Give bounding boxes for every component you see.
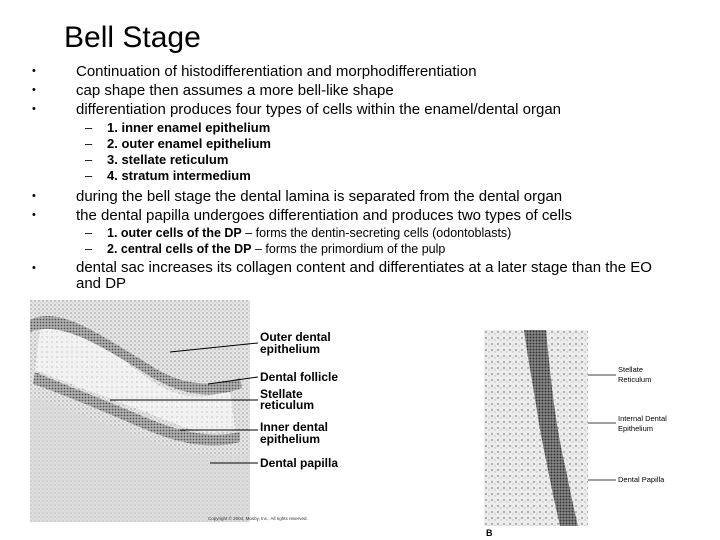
sub-item — [85, 168, 251, 184]
micrograph-figure-b — [484, 330, 684, 538]
sub-item — [85, 136, 271, 152]
bullet-item — [32, 100, 562, 119]
bullet-item — [32, 187, 563, 206]
label-outer-dental-epithelium: Outer dental — [260, 330, 331, 344]
dp-cell-desc: – forms the primordium of the pulp — [251, 242, 446, 256]
label-dental-papilla: Dental papilla — [260, 456, 339, 470]
bullet-text: the dental papilla undergoes differentiation and produces two types of cells — [76, 207, 572, 224]
cell-type-label: 1. inner enamel epithelium — [107, 120, 271, 135]
bullet-mark: • — [32, 65, 36, 77]
bell-stage-histology-figure — [30, 300, 370, 528]
sub-item — [85, 152, 229, 168]
bullet-text: Continuation of histodifferentiation and morphodifferentiation — [76, 63, 477, 80]
bullet-item — [32, 259, 676, 292]
dash-mark: – — [85, 152, 93, 167]
label-internal-dental-epithelium-2: Epithelium — [618, 424, 654, 433]
bullet-text: dental sac increases its collagen content and differentiates at a later stage than the EO and DP — [76, 259, 652, 292]
dash-mark: – — [85, 226, 92, 240]
sub-item — [85, 225, 512, 241]
label-inner-dental-epithelium: Inner dental — [260, 420, 329, 434]
bullet-text: during the bell stage the dental lamina is separated from the dental organ — [76, 188, 563, 205]
cell-type-label: 2. outer enamel epithelium — [107, 136, 271, 151]
dash-mark: – — [85, 136, 93, 151]
bullet-item — [32, 206, 572, 225]
bullet-mark: • — [32, 262, 36, 274]
label-outer-dental-epithelium-2: epithelium — [260, 342, 321, 356]
label-stellate-reticulum-b: Stellate — [618, 365, 644, 374]
dash-mark: – — [85, 120, 93, 135]
label-dental-papilla-b: Dental Papilla — [618, 475, 665, 484]
cell-type-label: 3. stellate reticulum — [107, 152, 229, 167]
dash-mark: – — [85, 242, 92, 256]
panel-letter: B — [486, 528, 493, 538]
bullet-mark: • — [32, 190, 36, 202]
label-dental-follicle: Dental follicle — [260, 370, 339, 384]
sub-item — [85, 241, 446, 257]
bullet-item — [32, 81, 394, 100]
label-inner-dental-epithelium-2: epithelium — [260, 432, 321, 446]
bullet-item — [32, 62, 477, 81]
dp-cell-desc: – forms the dentin-secreting cells (odontoblasts) — [241, 226, 512, 240]
bullet-text: cap shape then assumes a more bell-like shape — [76, 82, 394, 99]
label-internal-dental-epithelium: Internal Dental — [618, 414, 667, 423]
dash-mark: – — [85, 168, 93, 183]
bullet-text: differentiation produces four types of cells within the enamel/dental organ — [76, 101, 562, 118]
sub-item — [85, 120, 271, 136]
bullet-mark: • — [32, 84, 36, 96]
label-stellate-reticulum-2: reticulum — [260, 398, 315, 412]
dp-cell-label: 1. outer cells of the DP — [107, 226, 242, 240]
slide-title: Bell Stage — [64, 21, 201, 54]
label-stellate-reticulum: Stellate — [260, 387, 303, 401]
label-stellate-reticulum-b-2: Reticulum — [618, 375, 652, 384]
dp-cell-label: 2. central cells of the DP — [107, 242, 252, 256]
copyright-note: Copyright © 2004, Mosby, Inc., All rights reserved. — [208, 516, 308, 521]
bullet-mark: • — [32, 209, 36, 221]
bullet-mark: • — [32, 103, 36, 115]
cell-type-label: 4. stratum intermedium — [107, 168, 251, 183]
